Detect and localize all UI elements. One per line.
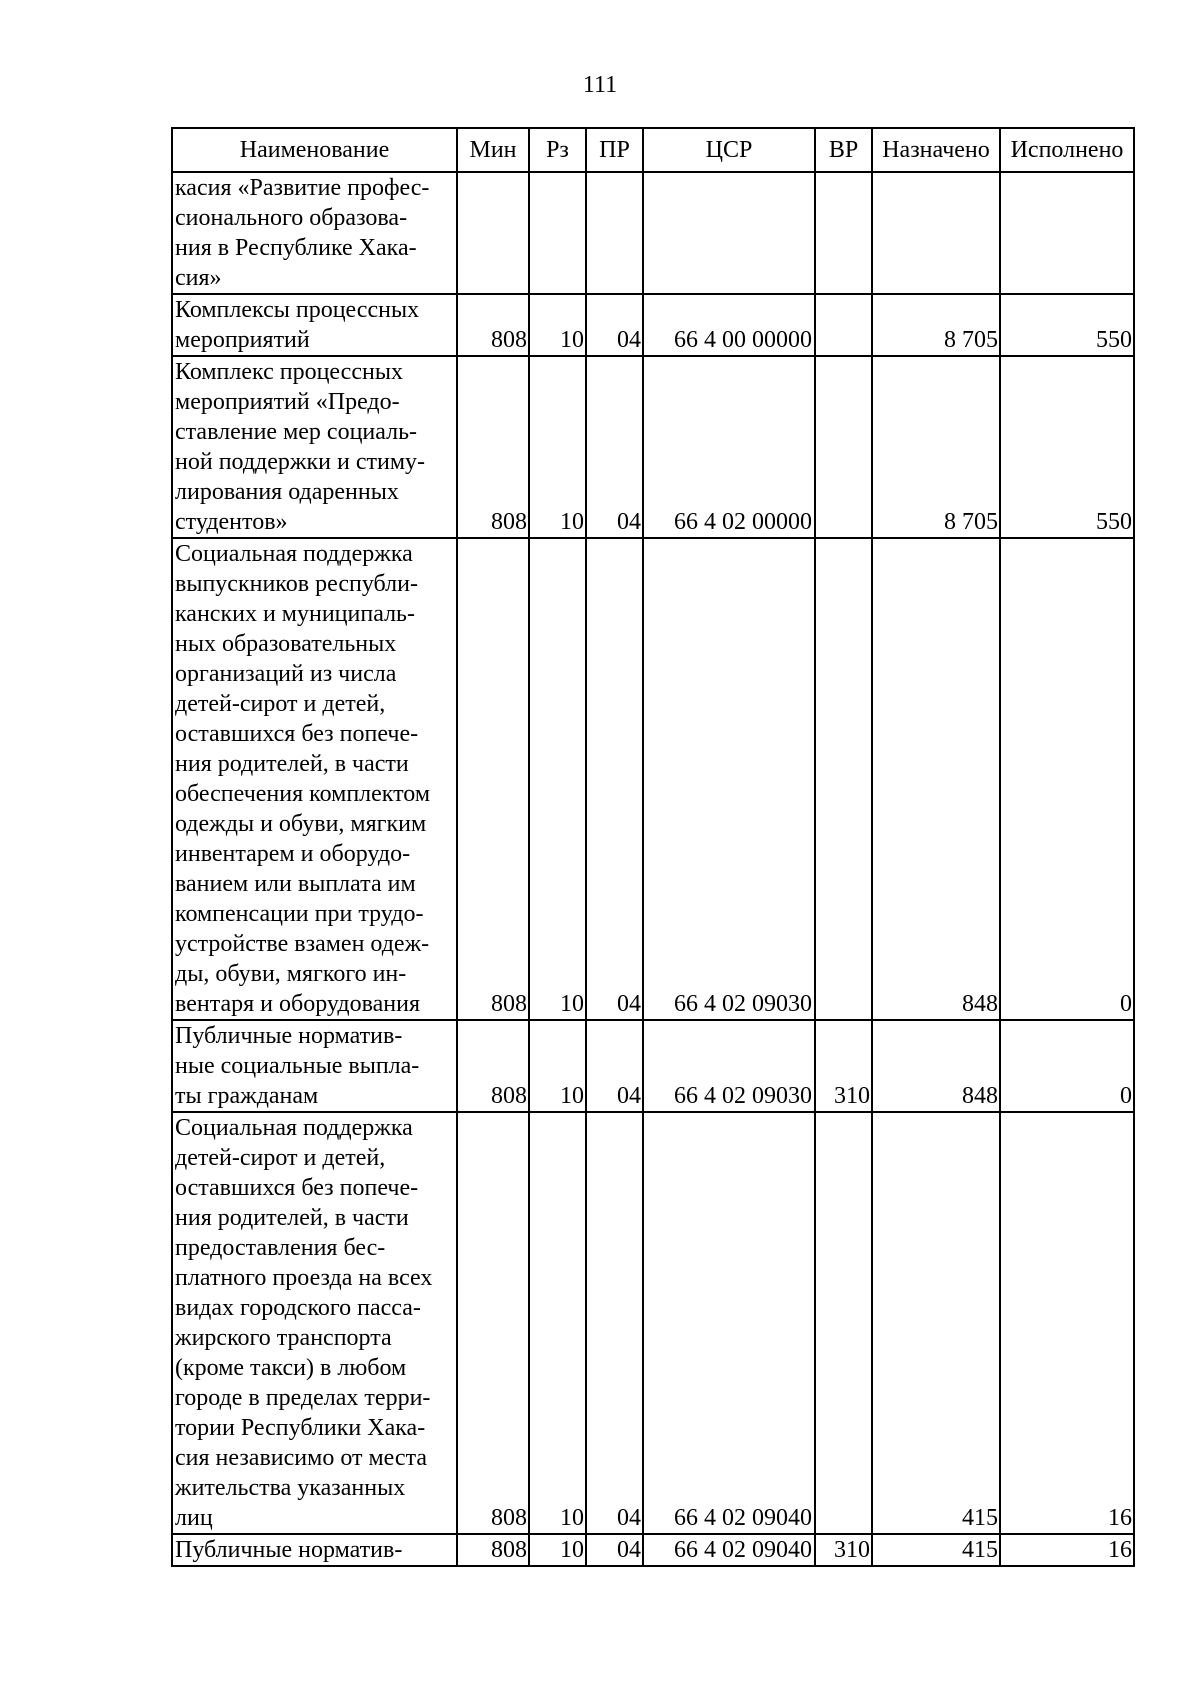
cell-rz: 10 <box>529 1112 586 1534</box>
cell-pr: 04 <box>586 538 643 1020</box>
cell-assigned: 848 <box>872 538 1000 1020</box>
cell-name: Публичные норматив- <box>172 1534 457 1566</box>
cell-min: 808 <box>457 356 529 538</box>
cell-vr: 310 <box>815 1534 872 1566</box>
cell-csr: 66 4 02 09030 <box>643 1020 815 1112</box>
cell-rz: 10 <box>529 294 586 356</box>
cell-name: Социальная поддержка детей-сирот и детей, оставшихся без попече- ния родителей, в части предоставления бес- платного проезда на всех видах городского пасса- жирского транспорта (кроме такси) в любом городе в пределах терри- тории Республики Хака- сия независимо от места жительства указанных лиц <box>172 1112 457 1534</box>
cell-pr: 04 <box>586 1112 643 1534</box>
cell-csr <box>643 172 815 294</box>
cell-vr <box>815 294 872 356</box>
cell-assigned: 415 <box>872 1112 1000 1534</box>
cell-min: 808 <box>457 1020 529 1112</box>
cell-rz: 10 <box>529 356 586 538</box>
table-row <box>172 1534 1134 1566</box>
cell-executed: 0 <box>1000 1020 1134 1112</box>
cell-vr <box>815 356 872 538</box>
header-rz: Рз <box>529 128 586 172</box>
cell-min: 808 <box>457 1534 529 1566</box>
table-row <box>172 538 1134 1020</box>
table-row <box>172 172 1134 294</box>
cell-vr <box>815 1112 872 1534</box>
cell-executed <box>1000 172 1134 294</box>
cell-pr: 04 <box>586 294 643 356</box>
cell-assigned: 8 705 <box>872 294 1000 356</box>
cell-csr: 66 4 02 09040 <box>643 1112 815 1534</box>
cell-min: 808 <box>457 538 529 1020</box>
page-number: 111 <box>582 72 618 98</box>
cell-csr: 66 4 02 09040 <box>643 1534 815 1566</box>
cell-executed: 16 <box>1000 1534 1134 1566</box>
table-row <box>172 1112 1134 1534</box>
cell-rz: 10 <box>529 1534 586 1566</box>
cell-executed: 0 <box>1000 538 1134 1020</box>
cell-pr: 04 <box>586 1534 643 1566</box>
cell-name: касия «Развитие профес- сионального образова- ния в Республике Хака- сия» <box>172 172 457 294</box>
table-header-row <box>172 128 1134 172</box>
cell-name: Комплекс процессных мероприятий «Предо- ставление мер социаль- ной поддержки и стиму- лирования одаренных студентов» <box>172 356 457 538</box>
cell-executed: 550 <box>1000 356 1134 538</box>
table-row <box>172 294 1134 356</box>
cell-name: Социальная поддержка выпускников республи- канских и муниципаль- ных образовательных организаций из числа детей-сирот и детей, оставшихся без попече- ния родителей, в части обеспечения комплектом одежды и обуви, мягким инвентарем и оборудо- ванием или выплата им компенсации при трудо- устройстве взамен одеж- ды, обуви, мягкого ин- вентаря и оборудования <box>172 538 457 1020</box>
header-executed: Исполнено <box>1000 128 1134 172</box>
cell-vr: 310 <box>815 1020 872 1112</box>
header-csr: ЦСР <box>643 128 815 172</box>
cell-assigned: 848 <box>872 1020 1000 1112</box>
cell-min: 808 <box>457 1112 529 1534</box>
cell-executed: 16 <box>1000 1112 1134 1534</box>
cell-assigned: 8 705 <box>872 356 1000 538</box>
cell-assigned <box>872 172 1000 294</box>
cell-pr <box>586 172 643 294</box>
table-row <box>172 1020 1134 1112</box>
cell-csr: 66 4 02 09030 <box>643 538 815 1020</box>
cell-rz: 10 <box>529 1020 586 1112</box>
cell-vr <box>815 172 872 294</box>
header-min: Мин <box>457 128 529 172</box>
header-pr: ПР <box>586 128 643 172</box>
table-row <box>172 356 1134 538</box>
cell-pr: 04 <box>586 356 643 538</box>
header-assigned: Назначено <box>872 128 1000 172</box>
cell-csr: 66 4 02 00000 <box>643 356 815 538</box>
header-name: Наименование <box>172 128 457 172</box>
cell-csr: 66 4 00 00000 <box>643 294 815 356</box>
cell-rz <box>529 172 586 294</box>
cell-vr <box>815 538 872 1020</box>
cell-name: Публичные норматив- ные социальные выпла- ты гражданам <box>172 1020 457 1112</box>
cell-executed: 550 <box>1000 294 1134 356</box>
cell-name: Комплексы процессных мероприятий <box>172 294 457 356</box>
budget-table <box>171 127 1135 1567</box>
cell-min: 808 <box>457 294 529 356</box>
cell-assigned: 415 <box>872 1534 1000 1566</box>
cell-pr: 04 <box>586 1020 643 1112</box>
header-vr: ВР <box>815 128 872 172</box>
cell-min <box>457 172 529 294</box>
cell-rz: 10 <box>529 538 586 1020</box>
